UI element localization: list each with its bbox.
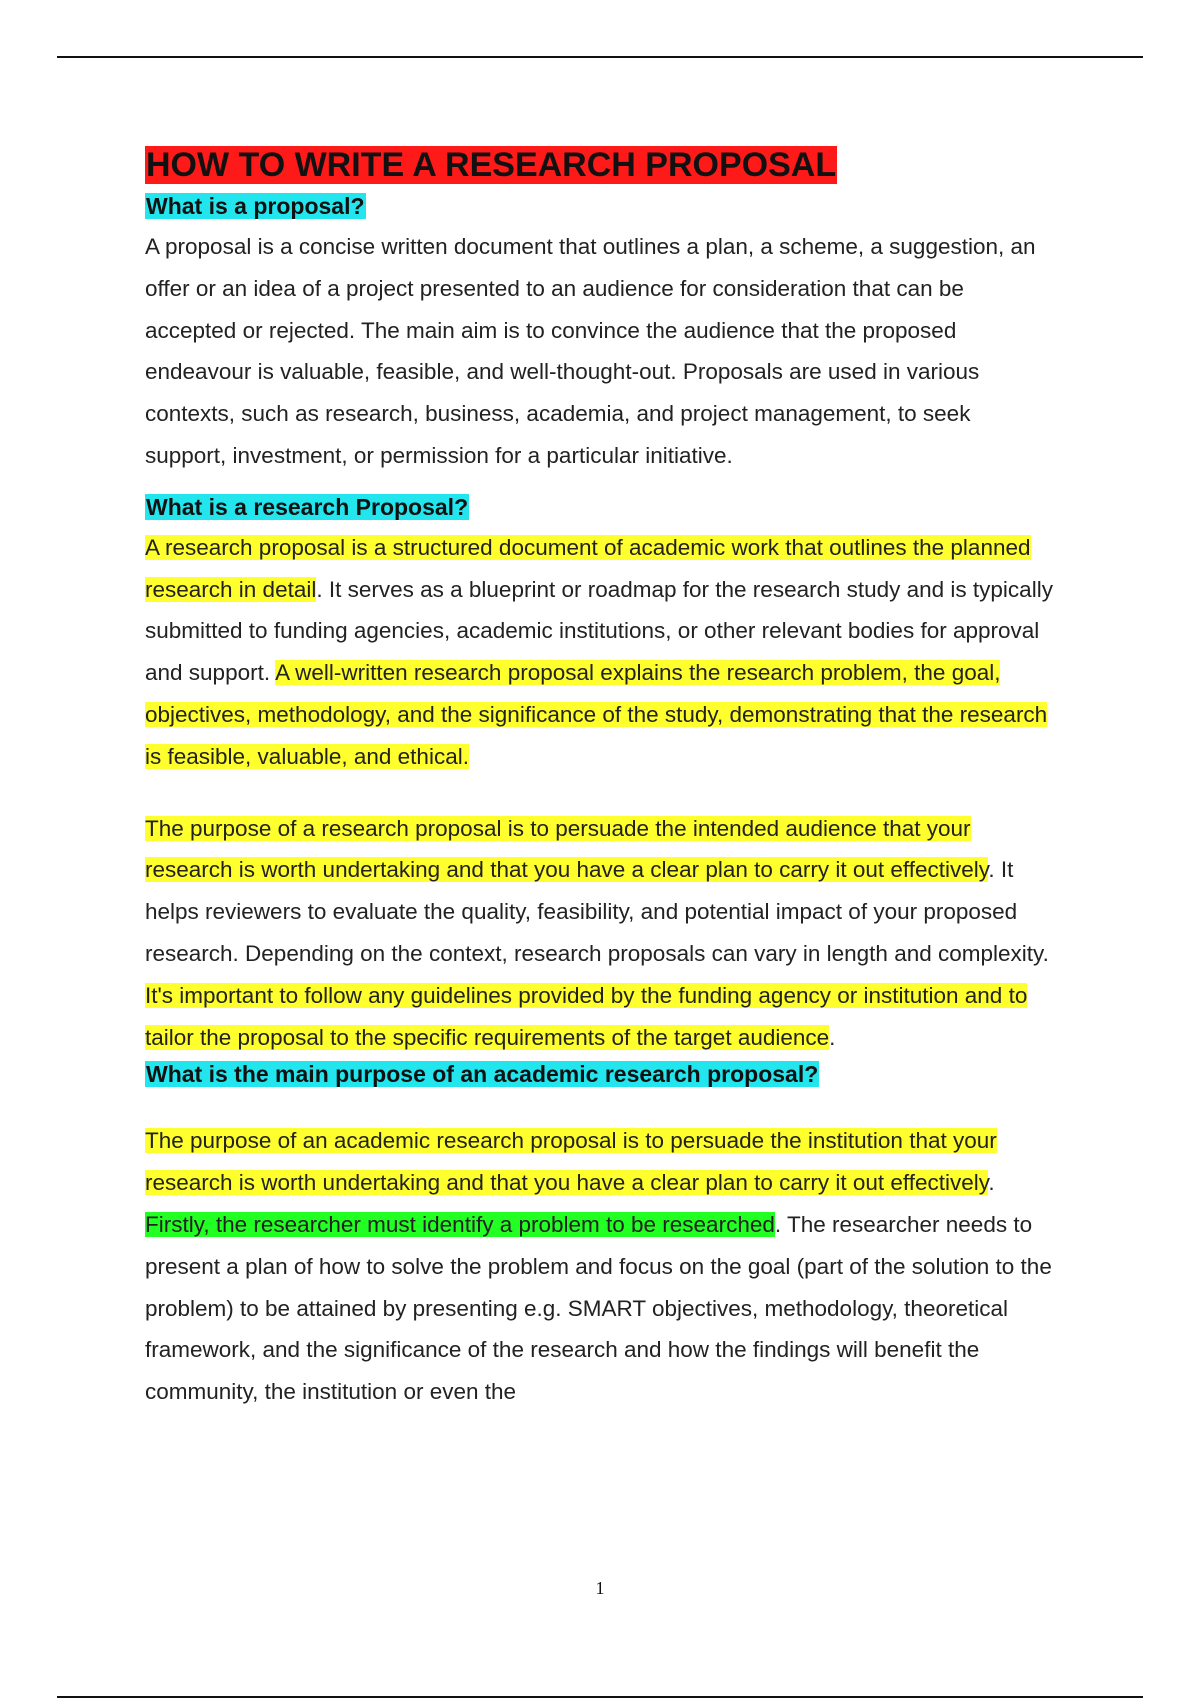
highlighted-text-segment: A research proposal is a structured document of academic work that outlines the planned research in detail [145,534,1031,602]
document-title-text: HOW TO WRITE A RESEARCH PROPOSAL [146,146,837,184]
section-heading-research-proposal [145,491,1055,523]
bottom-rule [57,1696,1143,1698]
document-title [145,144,1055,186]
section-heading-research-proposal-text: What is a research Proposal? [146,493,469,520]
text-segment: . The researcher needs to present a plan of how to solve the problem and focus on the goal (part of the solution to the problem) to be attained by presenting e.g. SMART objectives, methodology, theoretical framework, and the significance of the research and how the findings will benefit the community, the institution or even the [145,1211,1052,1405]
paragraph-research-proposal-purpose [145,808,1055,1059]
paragraph-academic-proposal-purpose [145,1120,1055,1413]
section-heading-proposal [145,190,1055,222]
green-highlighted-text-segment: Firstly, the researcher must identify a problem to be researched [145,1211,775,1237]
paragraph-research-proposal-definition [145,527,1055,778]
text-segment: . It helps reviewers to evaluate the quality, feasibility, and potential impact of your proposed research. Depending on the context, research proposals can vary in length and complexity. [145,857,1049,966]
text-segment: . It serves as a blueprint or roadmap for the research study and is typically submitted to funding agencies, academic institutions, or other relevant bodies for approval and support. [145,576,1053,686]
document-body [145,144,1055,1413]
text-segment: . [988,1170,995,1196]
text-segment: A proposal is a concise written document that outlines a plan, a scheme, a suggestion, an offer or an idea of a project presented to an audience for consideration that can be accepted or rejected. The main aim is to convince the audience that the proposed endeavour is valuable, feasible, and well-thought-out. Proposals are used in various contexts, such as research, business, academia, and project management, to seek support, investment, or permission for a particular initiative. [145,234,1036,468]
highlighted-text-segment: A well-written research proposal explains the research problem, the goal, objectives, methodology, and the significance of the study, demonstrating that the research is feasible, valuable, and ethical. [145,660,1048,769]
highlighted-text-segment: The purpose of a research proposal is to persuade the intended audience that your research is worth undertaking and that you have a clear plan to carry it out effectively [145,815,989,883]
section-heading-proposal-text: What is a proposal? [146,193,365,219]
highlighted-text-segment: The purpose of an academic research proposal is to persuade the institution that your research is worth undertaking and that you have a clear plan to carry it out effectively [145,1128,997,1196]
highlighted-text-segment: It's important to follow any guidelines provided by the funding agency or institution and to tailor the proposal to the specific requirements of the target audience [145,982,1028,1050]
page-number: 1 [595,1578,605,1598]
section-heading-academic-purpose-text: What is the main purpose of an academic research proposal? [146,1061,819,1088]
text-segment: . [829,1024,836,1050]
paragraph-proposal-definition [145,226,1055,477]
section-heading-academic-purpose [145,1058,1055,1090]
top-rule [57,56,1143,58]
